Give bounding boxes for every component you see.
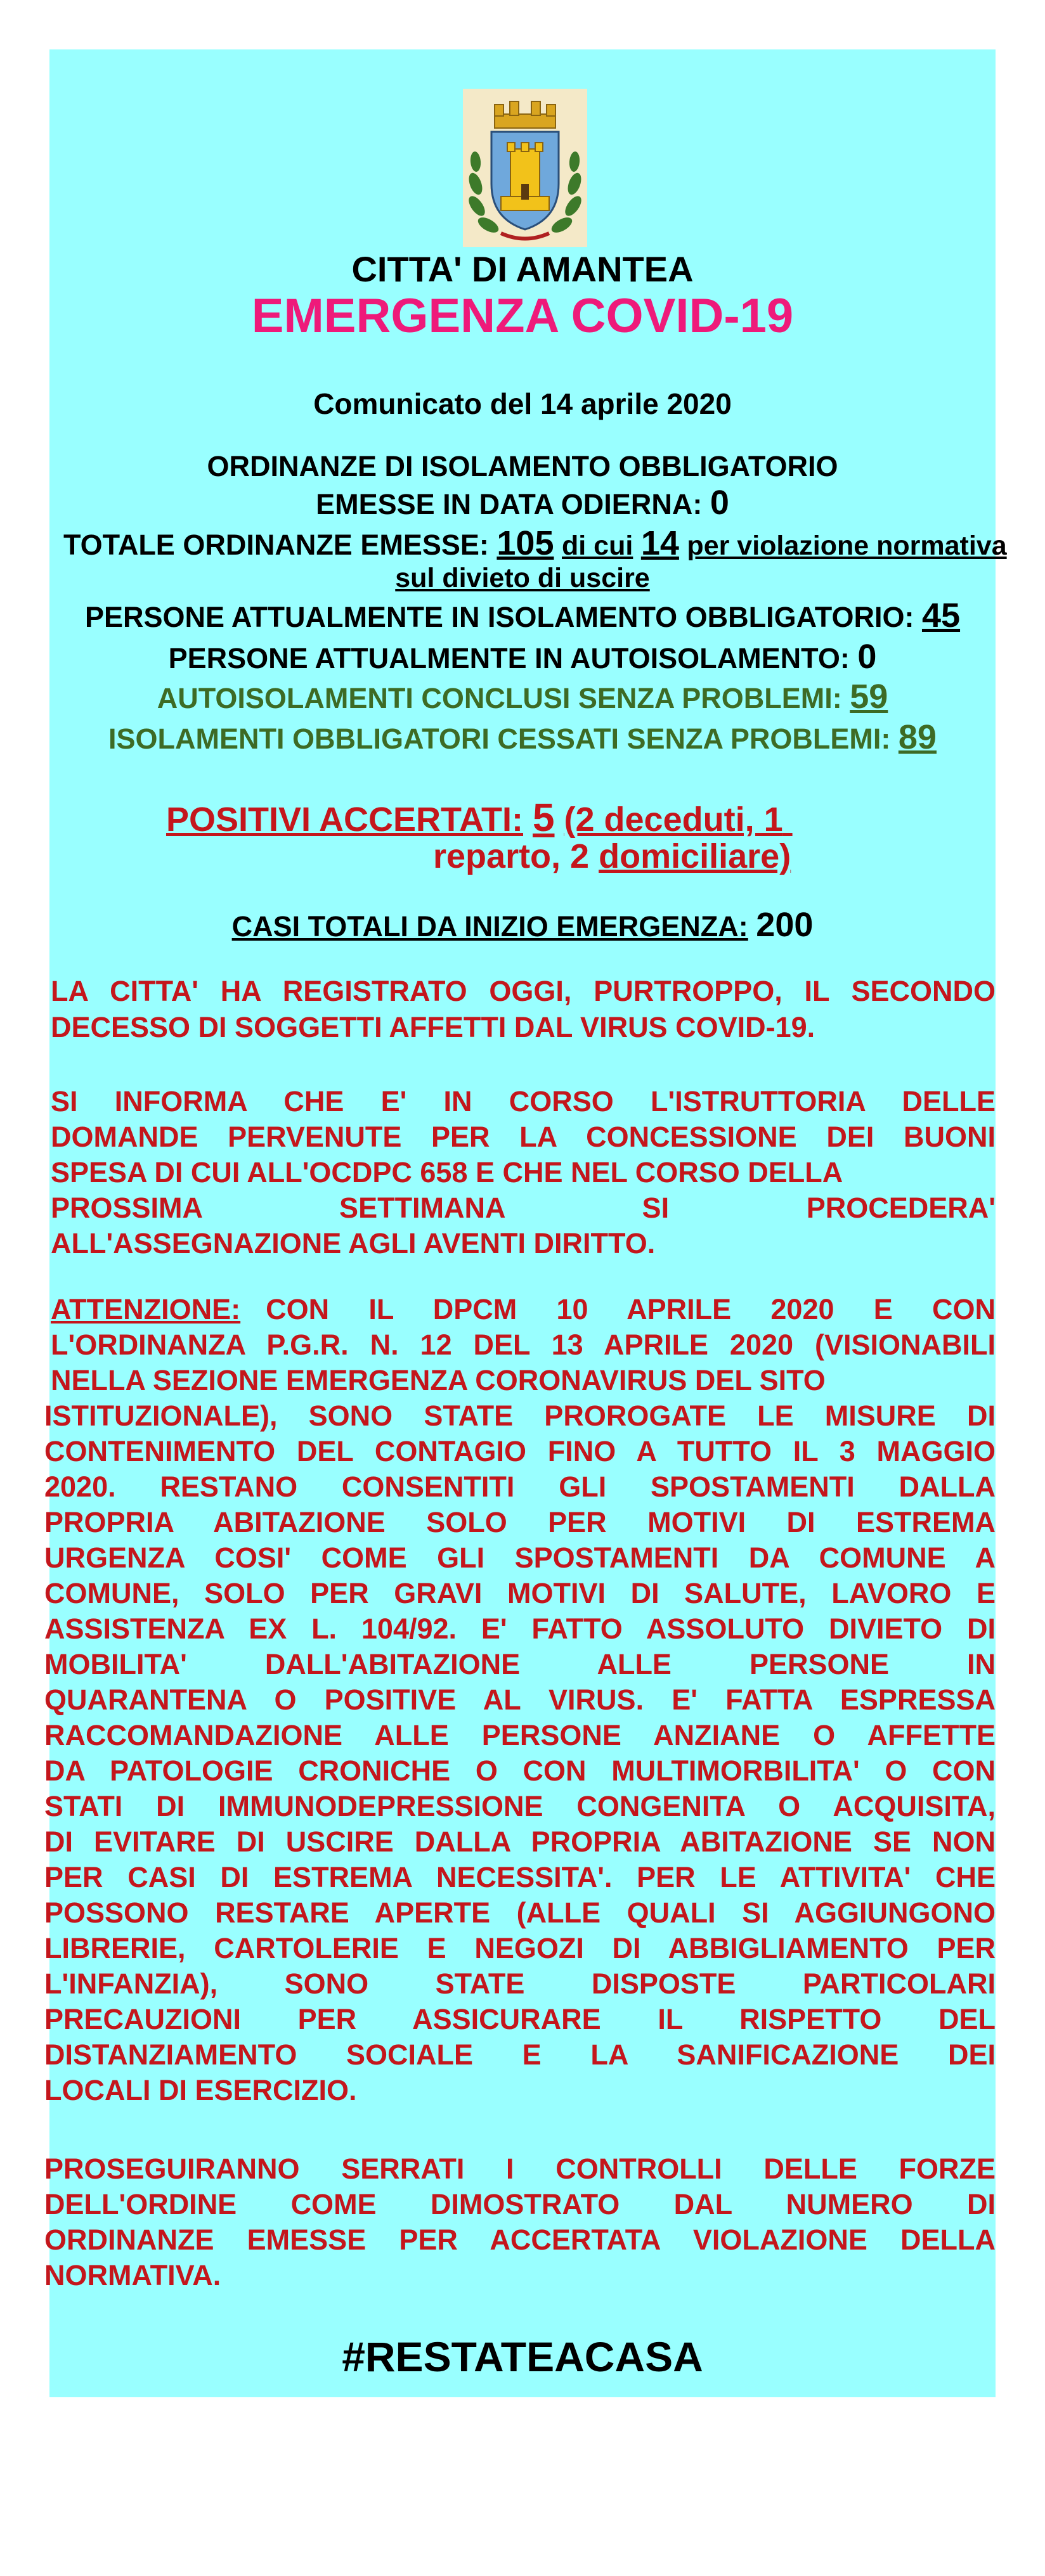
- communique-date: Comunicato del 14 aprile 2020: [313, 387, 732, 420]
- p3-line-1-text: CON IL DPCM 10 APRILE 2020 E CON: [266, 1293, 996, 1325]
- total-cases-label: CASI TOTALI DA INIZIO EMERGENZA:: [231, 910, 748, 943]
- attention-label: ATTENZIONE:: [51, 1293, 241, 1325]
- self-concluded-label: AUTOISOLAMENTI CONCLUSI SENZA PROBLEMI:: [157, 682, 842, 714]
- total-cases-row: [0, 905, 1045, 944]
- p2-line-2: DOMANDE PERVENUTE PER LA CONCESSIONE DEI BUONI: [51, 1121, 996, 1153]
- p2-line-1: SI INFORMA CHE E' IN CORSO L'ISTRUTTORIA DELLE: [51, 1085, 996, 1117]
- isolation-row: [0, 596, 1045, 635]
- p4-line: PROSEGUIRANNO SERRATI I CONTROLLI DELLE FORZE: [44, 2153, 996, 2185]
- p2-line-4: PROSSIMA SETTIMANA SI PROCEDERA': [51, 1192, 996, 1224]
- total-violations-value: 14: [640, 524, 679, 562]
- p3-line-2: L'ORDINANZA P.G.R. N. 12 DEL 13 APRILE 2020 (VISIONABILI: [51, 1329, 996, 1361]
- p3-line-last: LOCALI DI ESERCIZIO.: [44, 2074, 357, 2106]
- p3-line: DISTANZIAMENTO SOCIALE E LA SANIFICAZIONE DEI: [44, 2038, 996, 2071]
- mandatory-ended-label: ISOLAMENTI OBBLIGATORI CESSATI SENZA PROBLEMI:: [108, 723, 891, 755]
- p3-line: 2020. RESTANO CONSENTITI GLI SPOSTAMENTI DALLA: [44, 1471, 996, 1503]
- positives-value: 5: [533, 796, 555, 840]
- positives-detail-3: domiciliare): [599, 837, 791, 875]
- p3-line: CONTENIMENTO DEL CONTAGIO FINO A TUTTO IL 3 MAGGIO: [44, 1435, 996, 1467]
- p3-line: URGENZA COSI' COME GLI SPOSTAMENTI DA COMUNE A: [44, 1542, 996, 1574]
- coat-of-arms-icon: [463, 89, 587, 247]
- p3-line: COMUNE, SOLO PER GRAVI MOTIVI DI SALUTE, LAVORO E: [44, 1577, 996, 1609]
- self-concluded-value: 59: [850, 678, 888, 716]
- total-orders-value: 105: [497, 524, 554, 562]
- p3-line-3: NELLA SEZIONE EMERGENZA CORONAVIRUS DEL SITO: [51, 1364, 826, 1396]
- p3-line: DA PATOLOGIE CRONICHE O CON MULTIMORBILITA' O CON: [44, 1755, 996, 1787]
- total-orders-row: [63, 524, 1007, 563]
- self-isolation-value: 0: [857, 638, 877, 676]
- self-isolation-label: PERSONE ATTUALMENTE IN AUTOISOLAMENTO:: [168, 642, 850, 674]
- hashtag: #RESTATEACASA: [342, 2333, 703, 2380]
- p3-line: DI EVITARE DI USCIRE DALLA PROPRIA ABITAZIONE SE NON: [44, 1826, 996, 1858]
- total-violation-text-2: sul divieto di uscire: [395, 563, 650, 593]
- p3-line: QUARANTENA O POSITIVE AL VIRUS. E' FATTA ESPRESSA: [44, 1684, 996, 1716]
- positives-detail-2: reparto, 2: [433, 837, 590, 875]
- p3-line: L'INFANZIA), SONO STATE DISPOSTE PARTICOLARI: [44, 1967, 996, 2000]
- p3-line: STATI DI IMMUNODEPRESSIONE CONGENITA O ACQUISITA,: [44, 1790, 996, 1822]
- self-concluded-row: [0, 677, 1045, 716]
- p3-line: RACCOMANDAZIONE ALLE PERSONE ANZIANE O AFFETTE: [44, 1719, 996, 1751]
- total-of-which: di cui: [562, 531, 633, 561]
- orders-today-row: [0, 483, 1045, 522]
- positives-label: POSITIVI ACCERTATI:: [166, 801, 523, 839]
- total-violation-text: per violazione normativa: [687, 531, 1007, 561]
- orders-label-1: ORDINANZE DI ISOLAMENTO OBBLIGATORIO: [207, 450, 838, 482]
- p3-line: PROPRIA ABITAZIONE SOLO PER MOTIVI DI ESTREMA: [44, 1506, 996, 1538]
- total-cases-value: 200: [756, 906, 814, 944]
- p3-line: POSSONO RESTARE APERTE (ALLE QUALI SI AGGIUNGONO: [44, 1897, 996, 1929]
- p4-line-last: NORMATIVA.: [44, 2259, 221, 2291]
- total-orders-label: TOTALE ORDINANZE EMESSE:: [63, 529, 489, 561]
- p4-line: DELL'ORDINE COME DIMOSTRATO DAL NUMERO DI: [44, 2188, 996, 2220]
- city-title: CITTA' DI AMANTEA: [351, 249, 694, 289]
- emergency-title: EMERGENZA COVID-19: [251, 289, 794, 343]
- isolation-value: 45: [921, 596, 961, 634]
- p3-line: PRECAUZIONI PER ASSICURARE IL RISPETTO DEL: [44, 2003, 996, 2035]
- positives-row-2: [433, 837, 791, 876]
- p3-line-1: [51, 1293, 996, 1326]
- orders-today-label: EMESSE IN DATA ODIERNA:: [316, 488, 703, 520]
- p4-line: ORDINANZE EMESSE PER ACCERTATA VIOLAZIONE DELLA: [44, 2224, 996, 2256]
- mandatory-ended-value: 89: [898, 718, 937, 756]
- positives-detail-1: (2 deceduti, 1: [564, 801, 783, 839]
- p2-line-3: SPESA DI CUI ALL'OCDPC 658 E CHE NEL CORSO DELLA: [51, 1156, 843, 1188]
- mandatory-ended-row: [0, 718, 1045, 757]
- orders-today-value: 0: [710, 484, 729, 522]
- self-isolation-row: [0, 637, 1045, 676]
- p1-line-2: DECESSO DI SOGGETTI AFFETTI DAL VIRUS COVID-19.: [51, 1011, 815, 1043]
- p2-line-5: ALL'ASSEGNAZIONE AGLI AVENTI DIRITTO.: [51, 1227, 656, 1259]
- p3-line: MOBILITA' DALL'ABITAZIONE ALLE PERSONE IN: [44, 1648, 996, 1680]
- isolation-label: PERSONE ATTUALMENTE IN ISOLAMENTO OBBLIGATORIO:: [84, 601, 914, 633]
- p3-line: LIBRERIE, CARTOLERIE E NEGOZI DI ABBIGLIAMENTO PER: [44, 1932, 996, 1964]
- p3-line: PER CASI DI ESTREMA NECESSITA'. PER LE ATTIVITA' CHE: [44, 1861, 996, 1893]
- positives-row: [166, 795, 959, 840]
- p1-line-1: LA CITTA' HA REGISTRATO OGGI, PURTROPPO, IL SECONDO: [51, 975, 996, 1007]
- p3-line: ISTITUZIONALE), SONO STATE PROROGATE LE MISURE DI: [44, 1400, 996, 1432]
- p3-line: ASSISTENZA EX L. 104/92. E' FATTO ASSOLUTO DIVIETO DI: [44, 1613, 996, 1645]
